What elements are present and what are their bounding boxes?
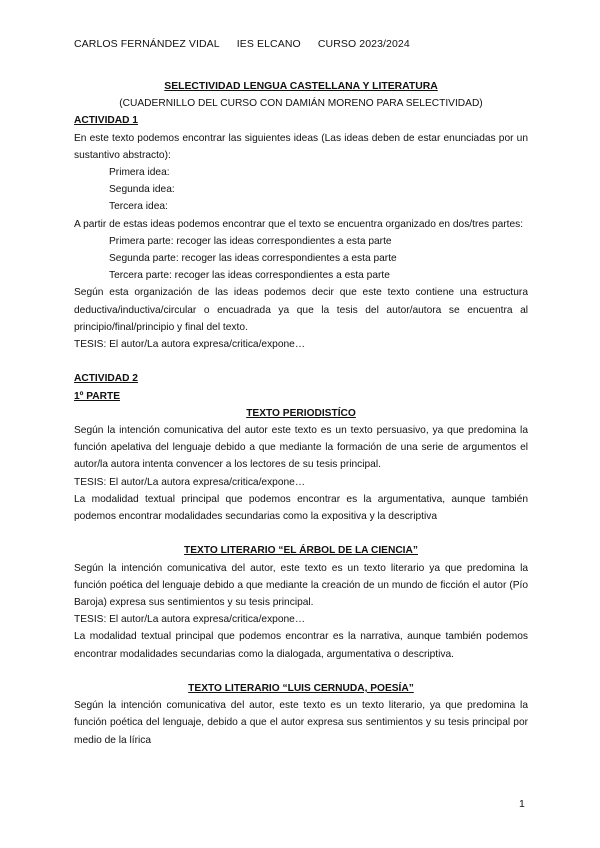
arbol-heading: TEXTO LITERARIO “EL ÁRBOL DE LA CIENCIA” <box>184 545 418 557</box>
periodistico-p2: La modalidad textual principal que podemos encontrar es la argumentativa, aunque también podemos encontrar modalidades secundarias como la expositiva y la descriptiva <box>74 493 528 523</box>
document-subtitle: (CUADERNILLO DEL CURSO CON DAMIÁN MORENO PARA SELECTIVIDAD) <box>119 98 483 110</box>
arbol-tesis: TESIS: El autor/La autora expresa/critica/expone… <box>74 614 306 626</box>
actividad-1-heading: ACTIVIDAD 1 <box>74 115 138 127</box>
idea-3: Tercera idea: <box>109 201 168 213</box>
cernuda-p1: Según la intención comunicativa del autor, este texto es un texto literario, ya que predomina la función poética del lenguaje, debido a que el autor expresa sus sentimientos y su tesis principal por medio de la lírica <box>74 700 528 746</box>
header-author: CARLOS FERNÁNDEZ VIDAL <box>74 38 220 50</box>
arbol-p1: Según la intención comunicativa del autor, este texto es un texto literario ya que predomina la función poética del lenguaje debido a que mediante la creación de un mundo de ficción el autor (Pío Baroja) expresa sus sentimientos y su tesis principal. <box>74 562 528 609</box>
partes-intro: A partir de estas ideas podemos encontrar que el texto se encuentra organizado en dos/tres partes: <box>74 218 524 230</box>
actividad-1-intro: En este texto podemos encontrar las siguientes ideas (Las ideas deben de estar enunciadas por un sustantivo abstracto): <box>74 132 528 161</box>
periodistico-heading: TEXTO PERIODISTÍCO <box>246 407 356 419</box>
cernuda-heading: TEXTO LITERARIO “LUIS CERNUDA, POESÍA” <box>188 683 414 695</box>
header-school: IES ELCANO <box>236 38 301 50</box>
page-header <box>74 38 424 50</box>
idea-2: Segunda idea: <box>109 184 175 196</box>
header-course: CURSO 2023/2024 <box>317 38 410 50</box>
page-number: 1 <box>519 798 525 810</box>
document-title: SELECTIVIDAD LENGUA CASTELLANA Y LITERATURA <box>164 81 438 92</box>
estructura-paragraph: Según esta organización de las ideas podemos decir que este texto contiene una estructura deductiva/inductiva/circular o encuadrada ya que la tesis del autor/autora se encuentra al principio/final/principio y final del texto. <box>74 287 528 333</box>
arbol-p2: La modalidad textual principal que podemos encontrar es la narrativa, aunque también podemos encontrar modalidades secundarias como la dialogada, argumentativa o descriptiva. <box>74 631 528 660</box>
page-content <box>74 78 528 749</box>
actividad-1-tesis: TESIS: El autor/La autora expresa/critica/expone… <box>74 339 306 351</box>
parte-2: Segunda parte: recoger las ideas correspondientes a esta parte <box>109 253 397 265</box>
periodistico-tesis: TESIS: El autor/La autora expresa/critica/expone… <box>74 476 306 488</box>
periodistico-p1: Según la intención comunicativa del autor este texto es un texto persuasivo, ya que predomina la función apelativa del lenguaje debido a que mediante la formación de una serie de argumentos el autor/la autora intenta convencer a los lectores de su tesis principal. <box>74 425 528 471</box>
parte-1: Primera parte: recoger las ideas correspondientes a esta parte <box>109 235 392 247</box>
actividad-2-heading: ACTIVIDAD 2 <box>74 373 138 385</box>
actividad-2-parte: 1º PARTE <box>74 390 120 402</box>
parte-3: Tercera parte: recoger las ideas correspondientes a esta parte <box>109 270 390 282</box>
idea-1: Primera idea: <box>109 167 170 179</box>
